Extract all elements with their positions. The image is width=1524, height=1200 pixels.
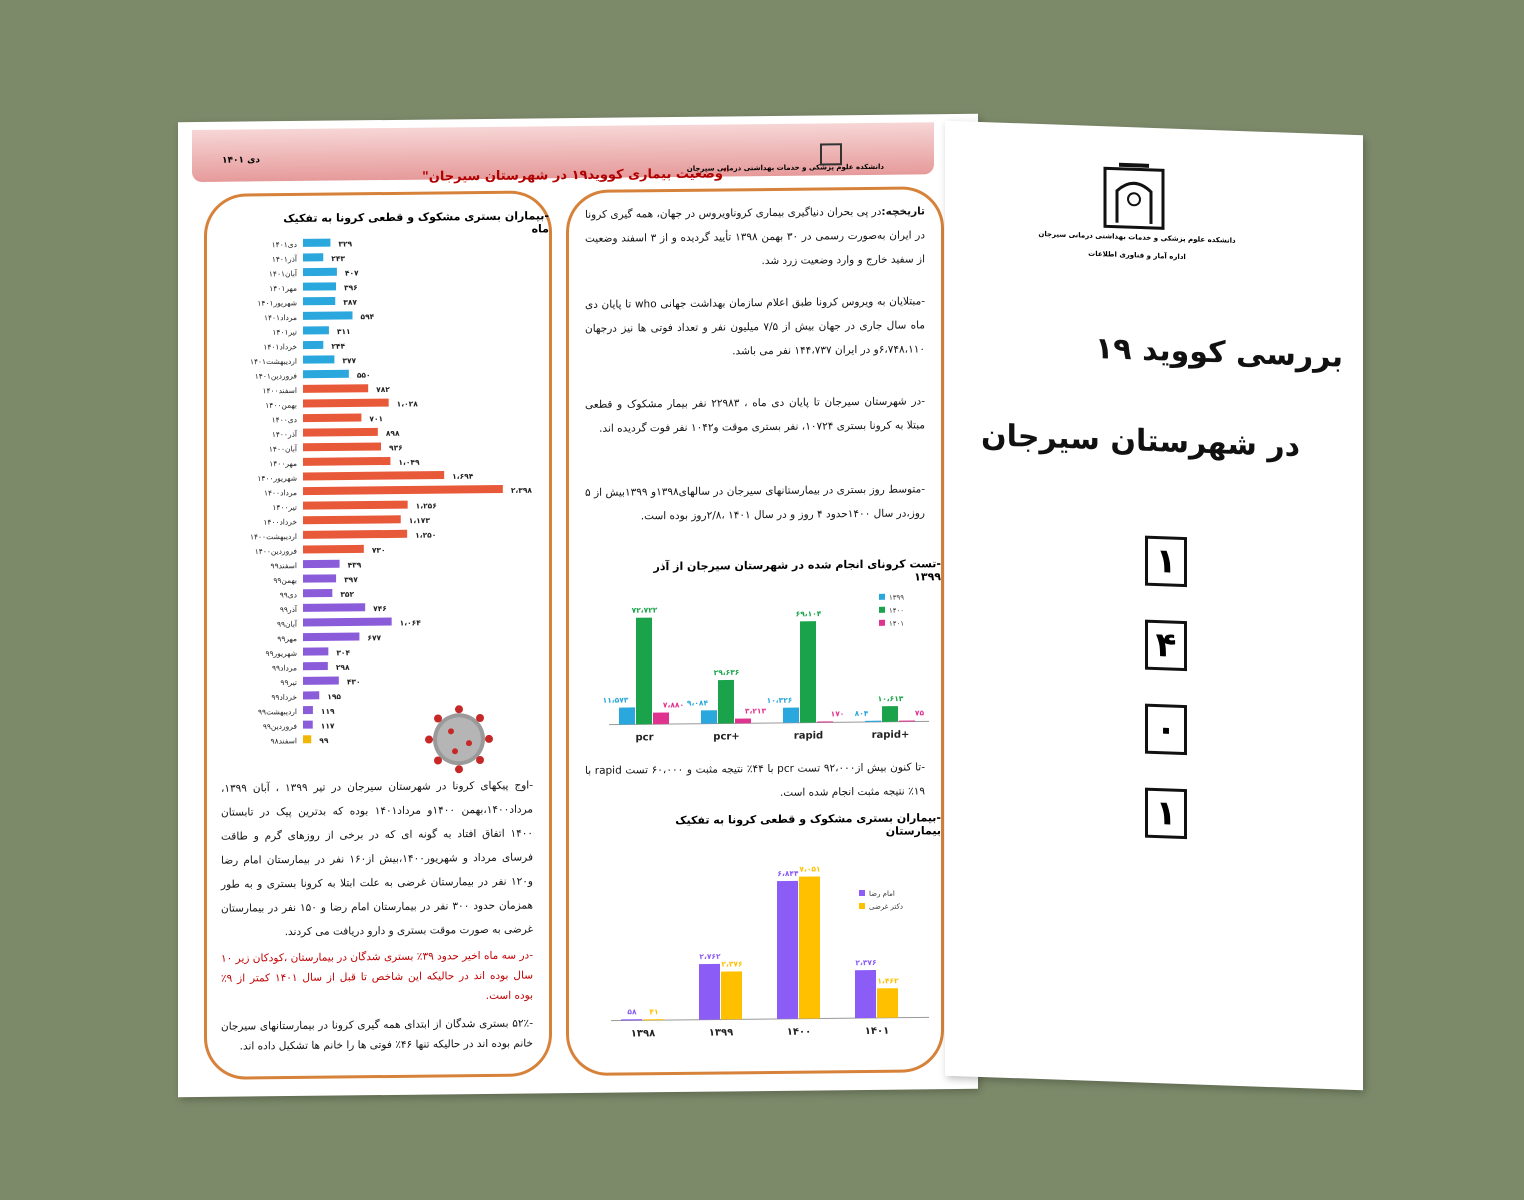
- bar-value-label: ۴۱: [649, 1007, 659, 1017]
- month-label: آذر۹۹: [279, 604, 297, 615]
- month-label: دی۱۴۰۱: [271, 239, 297, 250]
- month-label: دی۹۹: [279, 590, 297, 600]
- monthly-panel: [204, 190, 552, 1080]
- legend-swatch-1: [879, 607, 885, 613]
- month-bar: [303, 515, 401, 524]
- bar-0-0: [619, 707, 635, 724]
- coronavirus-icon: [419, 699, 499, 780]
- cover-page: [945, 121, 1363, 1091]
- category-label: ۱۳۹۹: [708, 1027, 734, 1039]
- month-bar: [303, 268, 337, 276]
- category-label: pcr: [635, 732, 654, 744]
- month-value-label: ۴۳۰: [346, 677, 361, 687]
- month-label: خرداد۱۴۰۱: [263, 342, 297, 352]
- bar-2-1: [799, 876, 820, 1018]
- month-label: خرداد۹۹: [271, 692, 297, 702]
- year-digit-3: ۰: [1145, 704, 1187, 755]
- category-label: rapid+: [871, 729, 910, 741]
- month-label: اردیبهشت۱۴۰۰: [249, 531, 297, 542]
- legend-label: دکتر غرضی: [869, 902, 903, 911]
- month-bar: [303, 311, 353, 320]
- header-university: دانشکده علوم پزشکی و خدمات بهداشتی درمانی سیرجان: [686, 162, 884, 173]
- category-label: ۱۴۰۰: [786, 1026, 812, 1038]
- header-title: "وضعیت بیماری کووید۱۹ در شهرستان سیرجان": [422, 166, 730, 185]
- month-value-label: ۹۹: [319, 736, 329, 746]
- bar-3-1: [877, 988, 898, 1018]
- bar-value-label: ۲،۳۷۶: [855, 958, 877, 968]
- month-label: آبان۱۴۰۰: [268, 444, 297, 454]
- month-value-label: ۱،۰۲۸: [396, 399, 418, 409]
- month-value-label: ۵۵۰: [356, 370, 371, 380]
- month-label: بهمن۱۴۰۰: [265, 400, 297, 410]
- month-value-label: ۱،۰۶۴: [399, 618, 421, 628]
- month-label: دی۱۴۰۰: [271, 415, 297, 425]
- month-bar: [303, 691, 319, 699]
- month-bar: [303, 384, 368, 393]
- month-bar: [303, 574, 336, 582]
- month-value-label: ۸۹۸: [385, 428, 400, 438]
- month-bar: [303, 326, 329, 334]
- month-value-label: ۵۹۴: [360, 312, 375, 322]
- legend-swatch-1: [859, 903, 865, 909]
- bar-0-0: [621, 1019, 642, 1020]
- month-label: فروردین۱۴۰۱: [254, 371, 297, 381]
- month-value-label: ۳۸۷: [343, 297, 357, 307]
- month-value-label: ۳۲۹: [338, 239, 353, 249]
- monthly-chart-title: -بیماران بستری مشکوک و قطعی کرونا به تفکیک ماه: [283, 209, 549, 236]
- bar-2-2: [817, 721, 833, 722]
- bar-value-label: ۷۲،۷۲۲: [631, 605, 658, 615]
- legend-swatch-0: [859, 890, 865, 896]
- month-label: شهریور۱۴۰۱: [257, 298, 297, 308]
- history-panel: [566, 186, 944, 1076]
- peaks-paragraph: -اوج پیکهای کرونا در شهرستان سیرجان در تیر ۱۳۹۹ ، آبان ۱۳۹۹، مرداد۱۴۰۰،بهمن ۱۴۰۰و مرداد۱۴۰۱ بوده که بدترین پیک در تابستان ۱۴۰۰ اتفاق افتاد به گونه ای که در برخی از روزهای گرم و طاقت فرسای مرداد و شهریور۱۴۰۰،بیش از۱۶۰ نفر در بیمارستان امام رضا و۱۲۰ نفر در بیمارستان غرضی به علت ابتلا به کرونا بستری و به طور همزمان حدود ۳۰۰ نفر در بیمارستان امام رضا و ۱۵۰ نفر در بیمارستان غرضی به صورت موقت بستری و دارو دریافت می کردند.: [221, 779, 534, 939]
- month-bar: [303, 618, 392, 627]
- legend-label: ۱۴۰۰: [889, 606, 905, 615]
- bar-0-2: [653, 712, 669, 724]
- bar-1-0: [699, 964, 720, 1020]
- month-label: مهر۱۴۰۱: [269, 283, 297, 294]
- month-label: فروردین۱۴۰۰: [254, 546, 297, 556]
- category-label: ۱۳۹۸: [630, 1028, 656, 1040]
- month-bar: [303, 677, 339, 685]
- month-value-label: ۷۳۰: [371, 545, 386, 555]
- bar-1-1: [718, 680, 734, 724]
- hospital-chart-title: -بیماران بستری مشکوک و قطعی کرونا به تفکیک بیمارستان: [675, 811, 941, 838]
- tests-bar-chart: [579, 581, 929, 765]
- month-value-label: ۱۱۷: [320, 721, 335, 731]
- children-paragraph: -در سه ماه اخیر حدود ۳۹٪ بستری شدگان در بیمارستان ،کودکان زیر ۱۰ سال بوده اند در حالیکه این شاخص تا قبل از سال ۱۴۰۱ کمتر از ۹٪ بوده است.: [221, 949, 533, 1002]
- month-bar: [303, 341, 323, 349]
- month-label: بهمن۹۹: [273, 575, 297, 585]
- month-value-label: ۷۸۲: [376, 384, 390, 395]
- month-value-label: ۲،۳۹۸: [510, 485, 533, 495]
- month-label: آبان۹۹: [276, 619, 297, 629]
- month-label: مهر۱۴۰۰: [269, 458, 297, 469]
- legend-label: ۱۳۹۹: [889, 593, 905, 602]
- month-label: اردیبهشت۹۹: [258, 707, 297, 717]
- month-label: تیر۱۴۰۰: [272, 502, 297, 513]
- bar-value-label: ۱۰،۶۱۳: [877, 694, 904, 704]
- year-digit-2: ۴: [1145, 620, 1187, 671]
- month-value-label: ۴۰۷: [344, 268, 359, 278]
- bar-3-0: [865, 721, 881, 722]
- legend-swatch-0: [879, 594, 885, 600]
- category-label: rapid: [793, 730, 824, 742]
- university-emblem-icon: [1099, 154, 1169, 232]
- bar-value-label: ۳،۲۱۳: [744, 706, 767, 716]
- legend-label: ۱۴۰۱: [889, 619, 905, 628]
- month-label: مرداد۱۴۰۱: [263, 312, 297, 323]
- month-label: آذر۱۴۰۱: [271, 254, 297, 264]
- month-bar: [303, 735, 311, 743]
- month-bar: [303, 370, 349, 378]
- month-value-label: ۷۴۶: [373, 604, 387, 614]
- bar-1-0: [701, 710, 717, 723]
- bar-1-2: [735, 718, 751, 723]
- bar-value-label: ۱۱،۵۷۳: [602, 695, 629, 705]
- month-label: خرداد۱۴۰۰: [263, 517, 297, 527]
- month-bar: [303, 662, 328, 670]
- bar-value-label: ۱،۴۶۲: [877, 976, 899, 986]
- bar-value-label: ۱۷۰: [830, 709, 845, 719]
- stay-paragraph: -متوسط روز بستری در بیمارستانهای سیرجان در سالهای۱۳۹۸و ۱۳۹۹بیش از ۵ روز،در سال ۱۴۰۰حدود ۴ روز و در سال ۱۴۰۱ ،۲/۸روز بوده است.: [585, 483, 926, 523]
- month-bar: [303, 471, 444, 480]
- cover-subtitle: در شهرستان سیرجان: [981, 417, 1301, 465]
- header-date: دی ۱۴۰۱: [222, 155, 260, 166]
- legend-label: امام رضا: [869, 889, 895, 898]
- month-label: شهریور۹۹: [265, 648, 297, 659]
- month-value-label: ۳۷۷: [342, 356, 357, 366]
- month-bar: [303, 501, 408, 510]
- bar-value-label: ۵۸: [627, 1007, 637, 1017]
- cover-department: اداره آمار و فناوری اطلاعات: [1088, 249, 1186, 262]
- month-value-label: ۲۹۸: [335, 662, 350, 672]
- category-label: ۱۴۰۱: [864, 1025, 890, 1037]
- month-bar: [303, 485, 503, 495]
- month-label: مرداد۱۴۰۰: [263, 488, 297, 498]
- hospital-bar-chart: [579, 837, 929, 1051]
- month-label: آذر۱۴۰۰: [271, 429, 297, 440]
- month-label: اسفند۱۴۰۰: [262, 385, 297, 396]
- month-value-label: ۳۵۲: [340, 589, 355, 599]
- month-bar: [303, 560, 340, 568]
- month-bar: [303, 355, 334, 363]
- month-bar: [303, 428, 378, 437]
- year-digit-1: ۱: [1145, 536, 1187, 587]
- bar-value-label: ۶۹،۱۰۴: [795, 609, 822, 619]
- bar-value-label: ۲،۷۶۲: [699, 951, 721, 962]
- bar-3-2: [899, 720, 915, 721]
- month-value-label: ۱،۶۹۴: [452, 471, 474, 481]
- month-bar: [303, 297, 335, 305]
- category-label: pcr+: [713, 731, 740, 743]
- tests-paragraph: -تا کنون بیش از۹۲،۰۰۰ تست pcr با ۴۴٪ نتیجه مثبت و ۶۰،۰۰۰ تست rapid با ۱۹٪ نتیجه مثبت انجام شده است.: [585, 761, 926, 799]
- bar-value-label: ۷،۰۵۱: [799, 864, 821, 874]
- bar-1-1: [721, 971, 742, 1019]
- bar-3-1: [882, 706, 898, 722]
- bar-2-0: [783, 708, 799, 723]
- month-value-label: ۲۴۳: [331, 254, 345, 264]
- page-header: [192, 122, 934, 185]
- month-value-label: ۱۱۹: [320, 706, 335, 716]
- bar-value-label: ۹،۰۸۴: [686, 698, 709, 708]
- month-value-label: ۷۰۱: [369, 414, 384, 424]
- bar-3-0: [855, 970, 876, 1018]
- who-paragraph: -مبتلایان به ویروس کرونا طبق اعلام سازمان بهداشت جهانی who تا پایان دی ماه سال جاری در جهان بیش از ۷/۵ میلیون نفر و تعداد فوتی ها نیز درجهان ۶،۷۴۸،۱۱۰و در ایران ۱۴۴،۷۳۷ نفر می باشد.: [585, 295, 926, 358]
- month-value-label: ۱،۲۵۰: [415, 530, 437, 540]
- bar-value-label: ۲،۳۷۶: [721, 959, 743, 969]
- month-bar: [303, 647, 328, 655]
- month-label: تیر۱۴۰۱: [272, 327, 297, 337]
- month-label: شهریور۱۴۰۰: [257, 473, 297, 483]
- month-bar: [303, 721, 313, 729]
- month-value-label: ۱،۰۴۹: [398, 457, 420, 467]
- month-bar: [303, 530, 407, 539]
- bar-value-label: ۷۵: [914, 708, 925, 718]
- bar-value-label: ۶،۸۴۴: [777, 868, 799, 879]
- history-heading: تاریخچه:: [881, 205, 925, 218]
- bar-0-1: [636, 618, 652, 725]
- university-logo-icon: [820, 143, 842, 165]
- month-value-label: ۳۹۶: [344, 283, 358, 293]
- bar-value-label: ۸۰۴: [854, 708, 869, 718]
- month-label: اردیبهشت۱۴۰۱: [249, 356, 297, 367]
- month-bar: [303, 399, 389, 408]
- bar-value-label: ۲۹،۶۳۶: [713, 667, 740, 678]
- monthly-bar-chart: [213, 229, 543, 762]
- month-value-label: ۴۳۹: [347, 560, 362, 570]
- month-bar: [303, 603, 365, 612]
- month-bar: [303, 239, 330, 247]
- tests-chart-title: -تست کرونای انجام شده در شهرستان سیرجان از آذر ۱۳۹۹: [653, 557, 941, 584]
- bar-2-1: [800, 621, 816, 723]
- month-bar: [303, 457, 390, 466]
- month-value-label: ۲۴۴: [331, 341, 346, 351]
- bar-value-label: ۱۰،۳۲۶: [766, 695, 793, 705]
- month-bar: [303, 253, 323, 261]
- month-value-label: ۱،۱۷۳: [408, 515, 430, 526]
- history-paragraph-1: [585, 199, 925, 275]
- month-bar: [303, 545, 364, 554]
- bar-2-0: [777, 881, 798, 1019]
- month-label: فروردین۹۹: [262, 721, 297, 732]
- month-bar: [303, 632, 359, 641]
- cover-logo-block: [1037, 152, 1237, 294]
- bar-value-label: ۷،۸۸۰: [662, 700, 685, 710]
- month-value-label: ۱۹۵: [327, 692, 341, 702]
- cover-title: بررسی کووید ۱۹: [1095, 330, 1344, 375]
- month-label: مهر۹۹: [277, 634, 297, 644]
- month-bar: [303, 706, 313, 714]
- month-label: مرداد۹۹: [272, 663, 297, 673]
- month-value-label: ۳۰۴: [336, 648, 351, 658]
- history-text: در پی بحران دنیاگیری بیماری کروناویروس در جهان، همه گیری کرونا در ایران به‌صورت رسمی در ۳۰ بهمن ۱۳۹۸ تأیید گردیده و از ۳ اسفند وضعیت از سفید خارج و وارد وضعیت زرد شد.: [585, 205, 925, 268]
- month-label: اسفند۹۹: [270, 561, 297, 571]
- month-value-label: ۳۹۷: [344, 575, 358, 585]
- month-label: آبان۱۴۰۱: [268, 269, 297, 279]
- month-label: تیر۹۹: [280, 677, 297, 688]
- cover-university: دانشکده علوم پزشکی و خدمات بهداشتی درمانی سیرجان: [1038, 229, 1236, 245]
- month-value-label: ۳۱۱: [336, 326, 351, 337]
- month-bar: [303, 282, 336, 290]
- month-bar: [303, 442, 381, 451]
- women-paragraph: -۵۲٪ بستری شدگان از ابتدای همه گیری کرونا در بیمارستانهای سیرجان خانم بوده اند در حالیکه تنها ۴۶٪ فوتی ها را خانم ها تشکیل داده اند.: [221, 1017, 533, 1053]
- year-digit-4: ۱: [1145, 788, 1187, 839]
- legend-swatch-2: [879, 620, 885, 626]
- month-bar: [303, 589, 332, 597]
- sirjan-paragraph: -در شهرستان سیرجان تا پایان دی ماه ، ۲۲۹۸۳ نفر بیمار مشکوک و قطعی مبتلا به کرونا بستری ۱۰۷۲۴، نفر بستری موقت و۱۰۴۲ نفر فوت گردیده اند.: [585, 395, 925, 435]
- month-value-label: ۹۳۶: [389, 443, 403, 453]
- month-label: اسفند۹۸: [270, 736, 297, 746]
- month-bar: [303, 413, 361, 422]
- inner-spread: [178, 114, 978, 1097]
- month-value-label: ۶۷۷: [367, 633, 382, 643]
- month-value-label: ۱،۲۵۶: [415, 501, 437, 511]
